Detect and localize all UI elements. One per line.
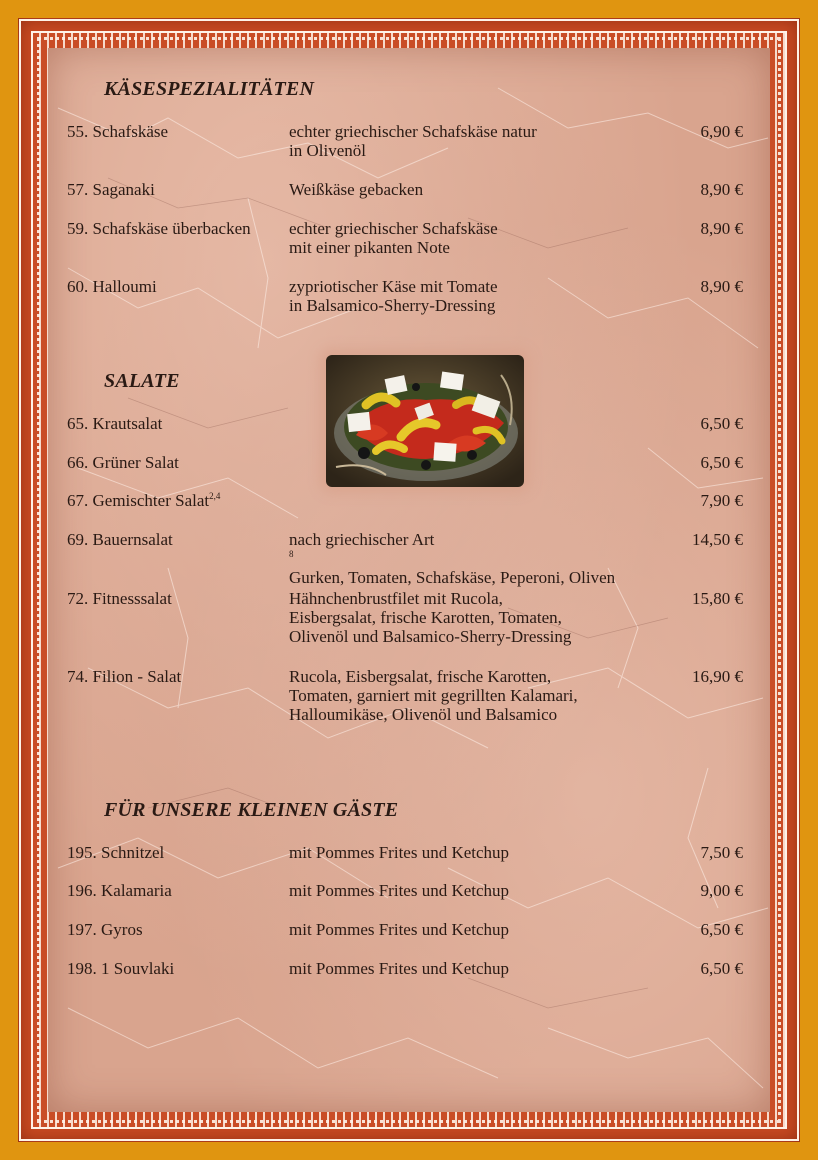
desc-line: Gurken, Tomaten, Schafskäse, Peperoni, Oliven: [289, 568, 616, 587]
item-price: 8,90 €: [700, 277, 743, 296]
item-description: [289, 219, 689, 257]
item-price: 7,50 €: [700, 843, 743, 862]
item-price: 8,90 €: [700, 219, 743, 238]
item-price: 14,50 €: [692, 530, 743, 549]
item-name: 196. Kalamaria: [67, 881, 172, 900]
desc-line: mit Pommes Frites und Ketchup: [289, 920, 510, 939]
item-description: [289, 667, 689, 724]
item-price: 8,90 €: [700, 180, 743, 199]
item-description: [289, 843, 689, 862]
item-name: 69. Bauernsalat: [67, 530, 173, 549]
item-description: [289, 180, 689, 199]
item-price: 7,90 €: [700, 491, 743, 510]
desc-line: Olivenöl und Balsamico-Sherry-Dressing: [289, 627, 572, 646]
desc-line: mit Pommes Frites und Ketchup: [289, 843, 510, 862]
item-price: 9,00 €: [700, 881, 743, 900]
desc-line: in Olivenöl: [289, 141, 366, 160]
desc-line: Hähnchenbrustfilet mit Rucola,: [289, 589, 503, 608]
desc-line: echter griechischer Schafskäse natur: [289, 122, 537, 141]
item-price: 6,50 €: [700, 920, 743, 939]
item-name: 67. Gemischter Salat: [67, 491, 210, 510]
item-name: 60. Halloumi: [67, 277, 157, 296]
item-description: [289, 277, 689, 315]
desc-line: Weißkäse gebacken: [289, 180, 424, 199]
item-price: 6,50 €: [700, 453, 743, 472]
desc-line: in Balsamico-Sherry-Dressing: [289, 296, 496, 315]
item-description: [289, 920, 689, 939]
desc-line: Eisbergsalat, frische Karotten, Tomaten,: [289, 608, 562, 627]
item-description: [289, 589, 689, 646]
item-name: 66. Grüner Salat: [67, 453, 179, 472]
section-title-kaesespezialitaeten: KÄSESPEZIALITÄTEN: [104, 78, 315, 100]
desc-line: mit Pommes Frites und Ketchup: [289, 959, 510, 978]
item-name: 197. Gyros: [67, 920, 143, 939]
item-name: 198. 1 Souvlaki: [67, 959, 175, 978]
item-price: 6,50 €: [700, 414, 743, 433]
section-title-salate: SALATE: [104, 370, 180, 392]
item-price: 6,50 €: [700, 959, 743, 978]
item-name: 59. Schafskäse überbacken: [67, 219, 251, 238]
item-price: 15,80 €: [692, 589, 743, 608]
desc-line: Tomaten, garniert mit gegrillten Kalamari,: [289, 686, 578, 705]
item-name: 74. Filion - Salat: [67, 667, 182, 686]
item-name: 72. Fitnesssalat: [67, 589, 172, 608]
allergen-note: 2,4: [209, 491, 221, 501]
desc-line: mit einer pikanten Note: [289, 238, 450, 257]
item-description: [289, 530, 689, 587]
item-name: 65. Krautsalat: [67, 414, 163, 433]
section-title-kinder: FÜR UNSERE KLEINEN GÄSTE: [104, 799, 399, 821]
desc-line: Halloumikäse, Olivenöl und Balsamico: [289, 705, 558, 724]
item-name: 57. Saganaki: [67, 180, 155, 199]
item-name: 195. Schnitzel: [67, 843, 165, 862]
desc-line: Rucola, Eisbergsalat, frische Karotten,: [289, 667, 552, 686]
desc-line: mit Pommes Frites und Ketchup: [289, 881, 510, 900]
greek-salad-photo: [326, 355, 524, 487]
desc-line: nach griechischer Art: [289, 530, 435, 549]
desc-line: echter griechischer Schafskäse: [289, 219, 498, 238]
desc-line: zypriotischer Käse mit Tomate: [289, 277, 498, 296]
item-name-wrap: [67, 491, 220, 510]
item-description: [289, 959, 689, 978]
item-description: [289, 122, 689, 160]
item-description: [289, 881, 689, 900]
item-name: 55. Schafskäse: [67, 122, 169, 141]
item-price: 16,90 €: [692, 667, 743, 686]
desc-line-wrap: [289, 530, 689, 568]
item-price: 6,90 €: [700, 122, 743, 141]
allergen-note: 8: [289, 549, 294, 559]
